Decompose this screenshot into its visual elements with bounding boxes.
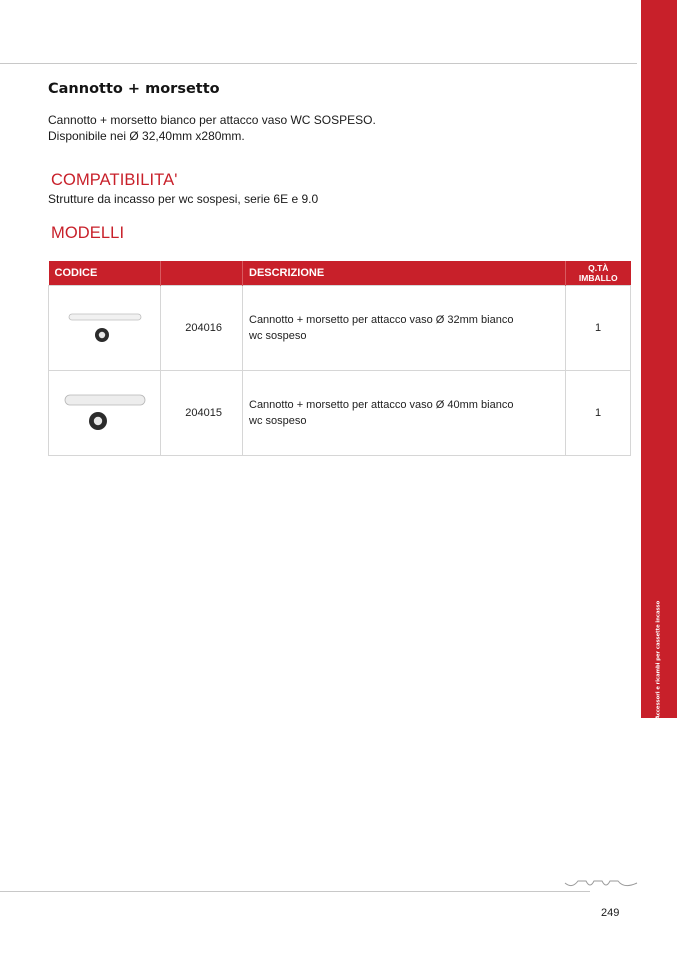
product-qty: 1 xyxy=(566,285,631,370)
table-row xyxy=(49,285,631,370)
pipe-clamp-40-icon xyxy=(55,391,155,435)
table-header-row xyxy=(49,261,631,285)
desc-line: Cannotto + morsetto per attacco vaso Ø 40mm bianco xyxy=(249,398,514,411)
section-side-tab xyxy=(641,0,677,718)
product-image-cell xyxy=(49,370,161,455)
top-divider xyxy=(0,63,637,64)
header-qty-line1: Q.TÀ xyxy=(588,262,609,273)
product-title: Cannotto + morsetto xyxy=(48,81,220,97)
footer-divider xyxy=(0,891,590,892)
footer-decoration-icon xyxy=(564,875,638,895)
page-number: 249 xyxy=(601,907,620,919)
desc-line: wc sospeso xyxy=(249,414,307,427)
header-qty-line2: IMBALLO xyxy=(578,272,618,283)
models-heading: MODELLI xyxy=(51,224,125,242)
product-code: 204015 xyxy=(161,370,243,455)
product-code: 204016 xyxy=(161,285,243,370)
desc-line: Cannotto + morsetto per attacco vaso Ø 32mm bianco xyxy=(249,313,514,326)
product-qty: 1 xyxy=(566,370,631,455)
product-description xyxy=(48,113,376,144)
table-row xyxy=(49,370,631,455)
compatibility-text: Strutture da incasso per wc sospesi, serie 6E e 9.0 xyxy=(48,192,319,206)
product-image-cell xyxy=(49,285,161,370)
description-line: Disponibile nei Ø 32,40mm x280mm. xyxy=(48,128,245,143)
side-tab-label: Accessori e ricambi per cassette incasso xyxy=(655,600,662,720)
pipe-clamp-32-icon xyxy=(55,308,155,348)
header-qty xyxy=(566,261,631,285)
description-line: Cannotto + morsetto bianco per attacco vaso WC SOSPESO. xyxy=(48,113,376,127)
header-descrizione: DESCRIZIONE xyxy=(243,261,566,285)
header-codice: CODICE xyxy=(49,261,161,285)
desc-line: wc sospeso xyxy=(249,329,307,342)
product-description-cell xyxy=(243,370,566,455)
header-spacer xyxy=(161,261,243,285)
product-description-cell xyxy=(243,285,566,370)
models-table xyxy=(48,261,631,456)
compatibility-heading: COMPATIBILITA' xyxy=(51,171,178,189)
